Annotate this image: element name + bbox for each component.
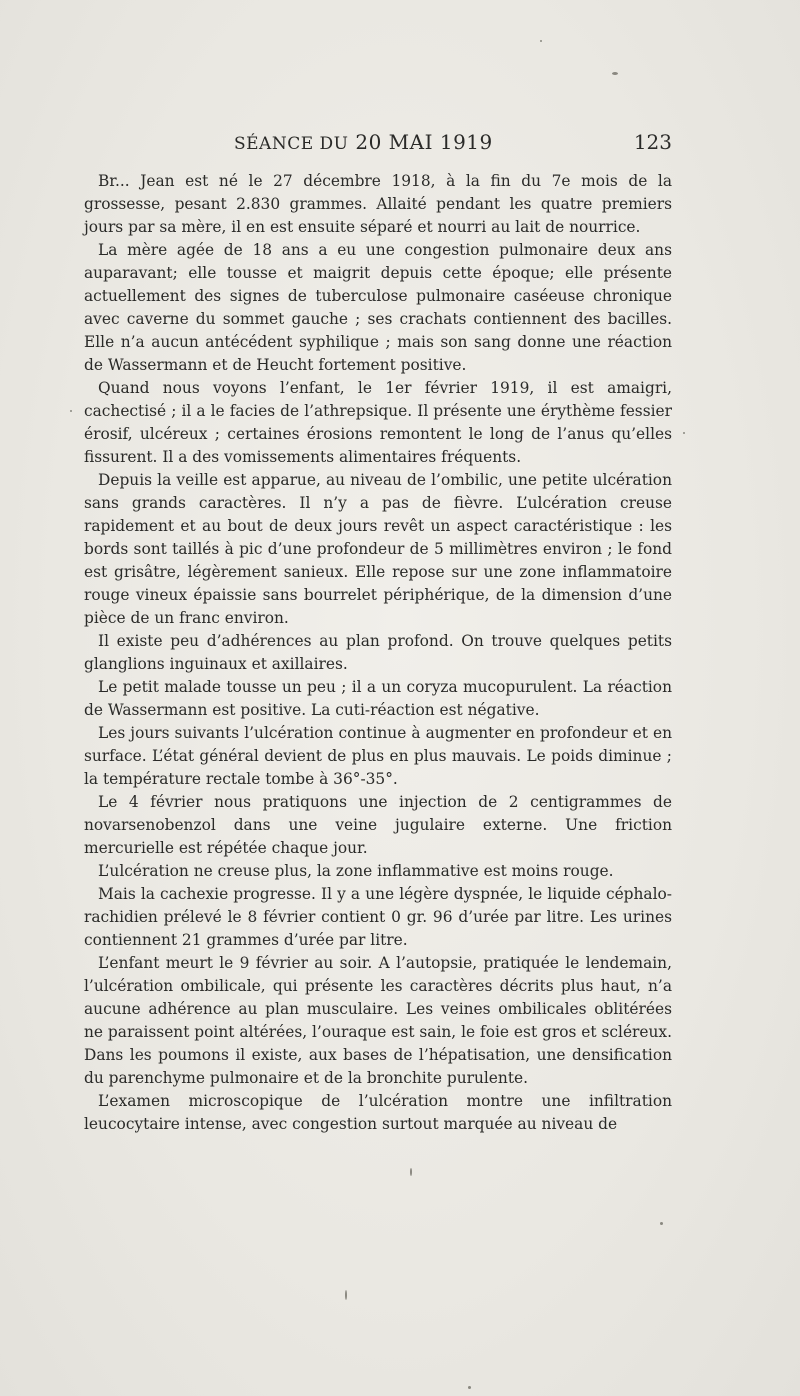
paper-speck <box>410 1168 412 1176</box>
paper-speck <box>612 72 618 75</box>
page-number: 123 <box>633 130 672 154</box>
paragraph: Il existe peu d’adhérences au plan profond. On trouve quelques petits glanglions inguinaux et axillaires. <box>84 632 672 673</box>
paragraph: Mais la cachexie progresse. Il y a une légère dyspnée, le liquide céphalo-rachidien prélevé le 8 février contient 0 gr. 96 d’urée par litre. Les urines contiennent 21 grammes d’urée par litre. <box>84 885 672 949</box>
paragraph: L’enfant meurt le 9 février au soir. A l’autopsie, pratiquée le lendemain, l’ulcération ombilicale, qui présente les caractères décrits plus haut, n’a aucune adhérence au plan musculaire. Les veines ombilicales oblitérées ne paraissent point altérées, l’ouraque est sain, le foie est gros et scléreux. Dans les poumons il existe, aux bases de l’hépatisation, une densification du parenchyme pulmonaire et de la bronchite purulente. <box>84 954 672 1087</box>
paragraph: Br... Jean est né le 27 décembre 1918, à la fin du 7e mois de la grossesse, pesant 2.830 grammes. Allaité pendant les quatre premiers jours par sa mère, il en est ensuite séparé et nourri au lait de nourrice. <box>84 172 672 236</box>
header-title-prefix: SÉANCE DU <box>234 134 349 154</box>
paragraph: Le 4 février nous pratiquons une injection de 2 centigrammes de novarsenobenzol dans une veine jugulaire externe. Une friction mercurielle est répétée chaque jour. <box>84 793 672 857</box>
paragraph: L’ulcération ne creuse plus, la zone inflammative est moins rouge. <box>98 862 614 880</box>
header-title-date: 20 MAI 1919 <box>355 130 493 154</box>
paragraph: La mère agée de 18 ans a eu une congestion pulmonaire deux ans auparavant; elle tousse et maigrit depuis cette époque; elle présente actuellement des signes de tuberculose pulmonaire caséeuse chronique avec caverne du sommet gauche ; ses crachats contiennent des bacilles. Elle n’a aucun antécédent syphilique ; mais son sang donne une réaction de Wassermann et de Heucht fortement positive. <box>84 241 672 374</box>
running-header <box>84 130 672 158</box>
paper-speck <box>70 410 72 412</box>
paper-speck <box>468 1386 471 1389</box>
paper-speck <box>660 1222 663 1225</box>
paper-speck <box>683 432 685 434</box>
paragraph: Le petit malade tousse un peu ; il a un coryza mucopurulent. La réaction de Wassermann est positive. La cuti-réaction est négative. <box>84 678 672 719</box>
paragraph: Quand nous voyons l’enfant, le 1er février 1919, il est amaigri, cachectisé ; il a le facies de l’athrepsique. Il présente une érythème fessier érosif, ulcéreux ; certaines érosions remontent le long de l’anus qu’elles fissurent. Il a des vomissements alimentaires fréquents. <box>84 379 672 466</box>
paragraph: Les jours suivants l’ulcération continue à augmenter en profondeur et en surface. L’état général devient de plus en plus mauvais. Le poids diminue ; la température rectale tombe à 36°-35°. <box>84 724 672 788</box>
header-title <box>234 130 493 154</box>
paper-speck <box>345 1290 347 1300</box>
paragraph: Depuis la veille est apparue, au niveau de l’ombilic, une petite ulcération sans grands caractères. Il n’y a pas de fièvre. L’ulcération creuse rapidement et au bout de deux jours revêt un aspect caractéristique : les bords sont taillés à pic d’une profondeur de 5 millimètres environ ; le fond est grisâtre, légèrement sanieux. Elle repose sur une zone inflammatoire rouge vineux épaissie sans bourrelet périphérique, de la dimension d’une pièce de un franc environ. <box>84 471 672 627</box>
paragraph: L’examen microscopique de l’ulcération montre une infiltration leucocytaire intense, avec congestion surtout marquée au niveau de <box>84 1092 672 1133</box>
paper-speck <box>540 40 542 42</box>
body-text <box>84 170 672 1136</box>
